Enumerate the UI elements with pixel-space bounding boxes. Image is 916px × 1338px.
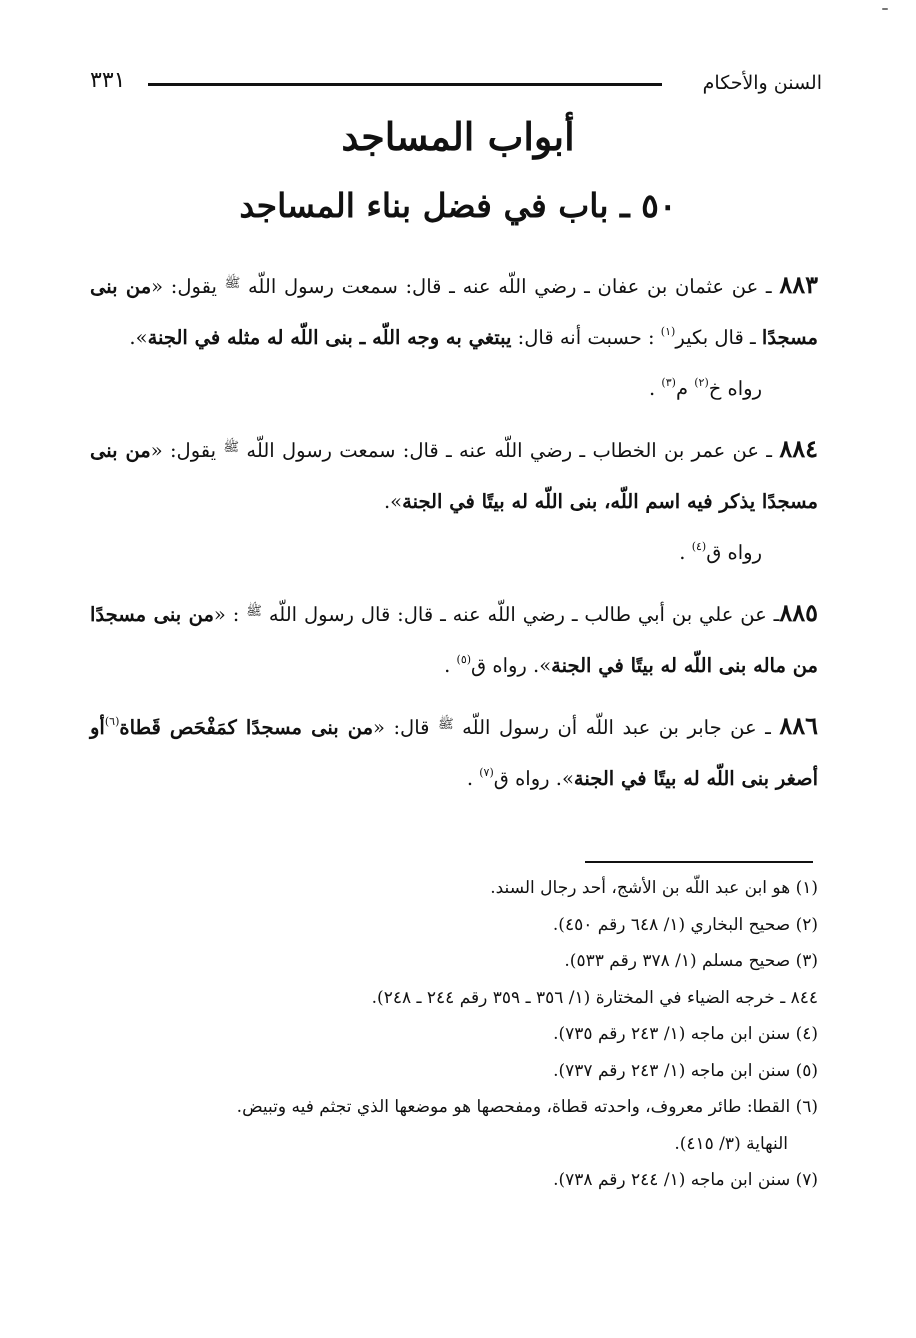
header-rule bbox=[148, 83, 662, 86]
riwaya-end: . bbox=[466, 767, 480, 790]
hadith-say: يقول: « bbox=[151, 275, 225, 298]
footnote-3: (٣) صحيح مسلم (١/ ٣٧٨ رقم ٥٣٣). bbox=[564, 951, 818, 971]
footnote-4: (٤) سنن ابن ماجه (١/ ٢٤٣ رقم ٧٣٥). bbox=[553, 1024, 818, 1044]
riwaya-line bbox=[90, 527, 818, 578]
riwaya-text: رواه ق bbox=[706, 541, 762, 564]
hadith-intro: ـ عن عثمان بن عفان ـ رضي اللّه عنه ـ قال: سمعت رسول اللّه bbox=[240, 275, 780, 298]
salla-allah-ligature: ﷺ bbox=[224, 276, 241, 291]
riwaya-end: . bbox=[649, 377, 662, 400]
hadith-number: ٨٨٤ bbox=[779, 434, 818, 463]
hadith-number: ٨٨٥ bbox=[779, 598, 819, 627]
riwaya-line bbox=[90, 363, 818, 414]
footnote-ref: (٧) bbox=[479, 766, 494, 779]
riwaya-text: رواه خ bbox=[708, 377, 762, 400]
hadith-number: ٨٨٦ bbox=[779, 711, 819, 740]
footnote-ref: (٤) bbox=[691, 540, 707, 553]
hadith-text: أو أصغر بنى اللّه له بيتًا في الجنة bbox=[90, 716, 818, 790]
quote-close: ». bbox=[383, 490, 403, 513]
footnote-7: (٧) سنن ابن ماجه (١/ ٢٤٤ رقم ٧٣٨). bbox=[553, 1170, 818, 1190]
riwaya-end: . bbox=[444, 654, 457, 677]
hadith-entry-884 bbox=[90, 422, 818, 578]
narrator-note: : حسبت أنه قال: bbox=[511, 326, 661, 349]
quote-close: ». bbox=[129, 326, 148, 349]
scan-speck bbox=[882, 8, 888, 10]
narrator-note: ـ قال بكير bbox=[675, 326, 762, 349]
quote-close-riwaya: ». رواه ق bbox=[471, 654, 552, 677]
footnote-6: (٦) القطا: طائر معروف، واحدته قطاة، ومفحصها هو موضعها الذي تجثم فيه وتبيض. bbox=[236, 1097, 818, 1117]
hadith-text: من بنى مسجدًا bbox=[90, 275, 818, 349]
section-title: أبواب المساجد bbox=[341, 114, 575, 159]
hadith-entry-883 bbox=[90, 258, 818, 414]
footnote-2: (٢) صحيح البخاري (١/ ٦٤٨ رقم ٤٥٠). bbox=[552, 914, 818, 935]
salla-allah-ligature: ﷺ bbox=[437, 717, 454, 732]
chapter-title: ٥٠ ـ باب في فضل بناء المساجد bbox=[239, 186, 677, 225]
hadith-number: ٨٨٣ bbox=[779, 270, 818, 299]
hadith-text: من بنى مسجدًا من ماله بنى اللّه له بيتًا في الجنة bbox=[90, 603, 818, 677]
hadith-intro: ـ عن علي بن أبي طالب ـ رضي اللّه عنه ـ قال: قال رسول اللّه bbox=[261, 603, 780, 626]
footnote-ref: (٢) bbox=[694, 376, 709, 389]
riwaya-text: م bbox=[675, 377, 695, 400]
running-header bbox=[90, 66, 822, 100]
hadith-entry-886 bbox=[90, 699, 818, 804]
running-title: السنن والأحكام bbox=[702, 72, 822, 94]
page-number: ٣٣١ bbox=[90, 68, 126, 93]
hadith-text: من بنى مسجدًا كمَفْحَص قَطاة bbox=[119, 716, 374, 739]
hadith-text: يبتغي به وجه اللّه ـ بنى اللّه له مثله في الجنة bbox=[147, 326, 512, 349]
hadith-body bbox=[90, 258, 818, 812]
footnotes bbox=[86, 870, 818, 1199]
footnote-ref: (٣) bbox=[661, 376, 676, 389]
hadith-intro: ـ عن جابر بن عبد اللّه أن رسول اللّه bbox=[453, 716, 780, 739]
hadith-entry-885 bbox=[90, 586, 818, 691]
footnote-separator bbox=[585, 861, 813, 863]
footnote-ref: (٥) bbox=[456, 653, 472, 666]
footnote-ref: (١) bbox=[660, 325, 676, 338]
footnote-5: (٥) سنن ابن ماجه (١/ ٢٤٣ رقم ٧٣٧). bbox=[553, 1060, 818, 1081]
riwaya-end: . bbox=[679, 541, 692, 564]
hadith-colon: : « bbox=[213, 603, 247, 626]
footnote-844: ٨٤٤ ـ خرجه الضياء في المختارة (١/ ٣٥٦ ـ ٣٥٩ رقم ٢٤٤ ـ ٢٤٨). bbox=[371, 987, 818, 1008]
hadith-said: قال: « bbox=[373, 716, 438, 739]
hadith-text: من بنى مسجدًا يذكر فيه اسم اللّه، بنى اللّه له بيتًا في الجنة bbox=[90, 439, 818, 513]
hadith-intro: ـ عن عمر بن الخطاب ـ رضي اللّه عنه ـ قال: سمعت رسول اللّه bbox=[239, 439, 780, 462]
footnote-ref: (٦) bbox=[104, 715, 120, 728]
quote-close-riwaya: ». رواه ق bbox=[493, 767, 574, 790]
salla-allah-ligature: ﷺ bbox=[223, 440, 240, 455]
footnote-1: (١) هو ابن عبد اللّه بن الأشج، أحد رجال السند. bbox=[490, 878, 818, 898]
salla-allah-ligature: ﷺ bbox=[246, 604, 262, 619]
footnote-6-continuation: النهاية (٣/ ٤١٥). bbox=[674, 1133, 788, 1154]
hadith-say: يقول: « bbox=[150, 439, 224, 462]
